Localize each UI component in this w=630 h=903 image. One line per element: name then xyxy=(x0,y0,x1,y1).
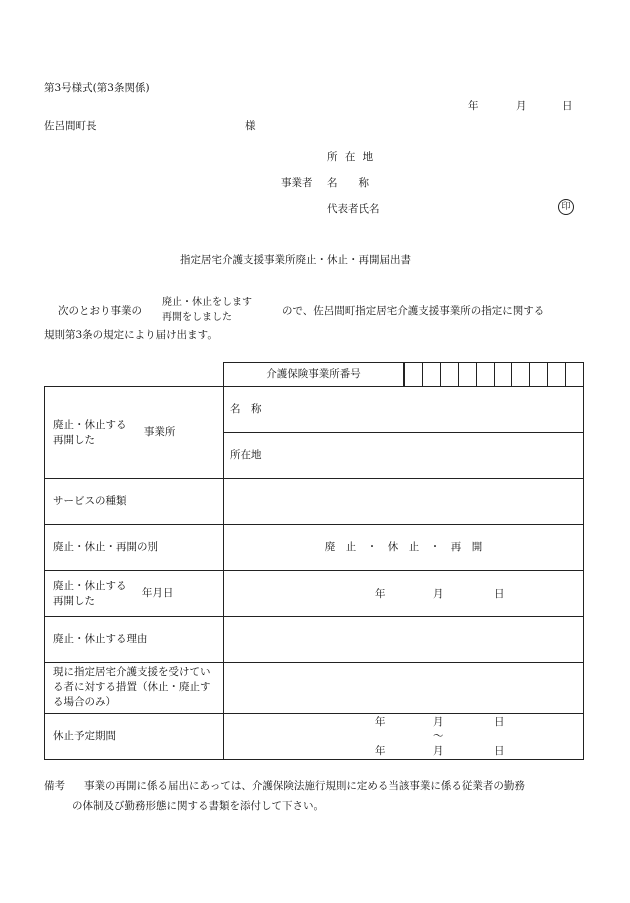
date-field-year: 年 xyxy=(375,588,386,600)
service-type-field[interactable] xyxy=(224,479,584,525)
date-month: 月 xyxy=(516,100,527,112)
date-field-day: 日 xyxy=(494,588,505,600)
representative-label: 代表者氏名 xyxy=(327,203,380,215)
reason-label: 廃止・休止する理由 xyxy=(45,617,224,663)
form-table xyxy=(44,362,584,760)
office-name-field[interactable] xyxy=(224,387,584,433)
date-field[interactable] xyxy=(224,571,584,617)
period-end-month: 月 xyxy=(433,745,444,758)
remarks-line2: の体制及び勤務形態に関する書類を添付して下さい。 xyxy=(72,800,324,812)
date-year: 年 xyxy=(468,100,479,112)
name-label: 名 称 xyxy=(327,177,369,189)
office-label-a: 廃止・休止する xyxy=(53,419,127,432)
office-address-label: 所在地 xyxy=(230,449,262,462)
intro-lead: 次のとおり事業の xyxy=(58,305,142,317)
period-end-year: 年 xyxy=(375,745,386,758)
office-label-b: 再開した xyxy=(53,433,95,446)
document-title: 指定居宅介護支援事業所廃止・休止・再開届出書 xyxy=(180,254,411,266)
office-address-field[interactable] xyxy=(224,433,584,479)
intro-option-2: 再開をしました xyxy=(162,312,232,323)
business-label: 事業者 xyxy=(281,177,313,189)
measures-label: 現に指定居宅介護支援を受けている者に対する措置（休止・廃止する場合のみ） xyxy=(45,663,224,714)
period-start-year: 年 xyxy=(375,716,386,729)
period-end-day: 日 xyxy=(494,745,505,758)
table-row-office-name xyxy=(45,387,584,433)
office-label-cell xyxy=(45,387,224,479)
table-row-date xyxy=(45,571,584,617)
address-label: 所 在 地 xyxy=(327,151,376,163)
remarks-line1: 事業の再開に係る届出にあっては、介護保険法施行規則に定める当該事業に係る従業者の勤務 xyxy=(84,780,525,792)
table-row-insurance-number xyxy=(45,363,584,387)
remarks-label: 備考 xyxy=(44,780,65,792)
measures-field[interactable] xyxy=(224,663,584,714)
period-start-day: 日 xyxy=(494,716,505,729)
reason-field[interactable] xyxy=(224,617,584,663)
honorific: 様 xyxy=(245,120,256,132)
period-start-month: 月 xyxy=(433,716,444,729)
form-number: 第3号様式(第3条関係) xyxy=(44,82,150,94)
service-type-label: サービスの種類 xyxy=(45,479,224,525)
distinction-label: 廃止・休止・再開の別 xyxy=(45,525,224,571)
period-field[interactable] xyxy=(224,713,584,759)
table-row-service-type xyxy=(45,479,584,525)
office-name-label: 名 称 xyxy=(230,403,262,416)
table-row-reason xyxy=(45,617,584,663)
office-suffix: 事業所 xyxy=(143,426,176,439)
addressee: 佐呂間町長 xyxy=(44,120,97,132)
period-tilde: ～ xyxy=(433,730,444,743)
insurance-number-label: 介護保険事業所番号 xyxy=(224,363,404,387)
distinction-options[interactable]: 廃 止 ・ 休 止 ・ 再 開 xyxy=(224,525,584,571)
table-row-distinction xyxy=(45,525,584,571)
date-field-month: 月 xyxy=(433,588,444,600)
date-label-a: 廃止・休止する xyxy=(53,580,127,593)
table-row-measures xyxy=(45,663,584,714)
date-label-b: 再開した xyxy=(53,594,95,607)
intro-tail: ので、佐呂間町指定居宅介護支援事業所の指定に関する xyxy=(282,305,545,317)
intro-option-1: 廃止・休止をします xyxy=(162,297,252,308)
date-suffix: 年月日 xyxy=(141,587,174,600)
date-label-cell xyxy=(45,571,224,617)
seal-icon: 印 xyxy=(558,199,574,215)
intro-line2: 規則第3条の規定により届け出ます。 xyxy=(44,329,218,341)
insurance-number-boxes[interactable] xyxy=(404,363,584,387)
period-label: 休止予定期間 xyxy=(45,713,224,759)
table-row-period xyxy=(45,713,584,759)
date-day: 日 xyxy=(562,100,573,112)
